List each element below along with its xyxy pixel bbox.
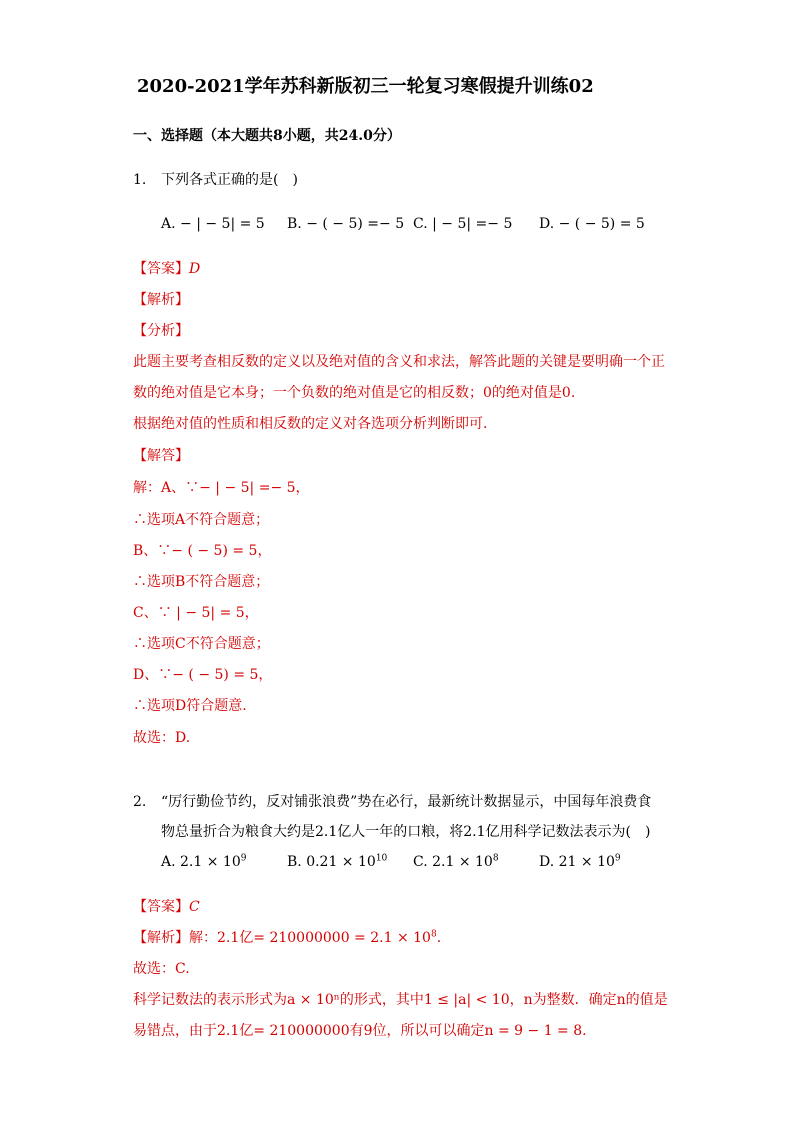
q1-fenxi-label: 【分析】 <box>133 323 189 339</box>
q1-number: 1. <box>133 172 147 188</box>
q2-choose: 故选：C. <box>133 961 190 977</box>
q2-answer <box>133 898 200 916</box>
q2-option-a-base: A. 2.1 × 10 <box>161 854 241 870</box>
q1-solution-line: ∴选项A不符合题意； <box>133 512 270 528</box>
q2-option-b-base: B. 0.21 × 10 <box>287 854 376 870</box>
q1-answer-value: D <box>189 261 201 277</box>
q2-answer-label: 【答案】 <box>133 899 189 915</box>
q2-explain-line: 科学记数法的表示形式为a × 10ⁿ的形式，其中1 ≤ |a| < 10，n为整数．确定n的值是 <box>133 992 668 1008</box>
q1-solution-line: 故选：D. <box>133 730 191 746</box>
q1-stem: 下列各式正确的是( ) <box>161 172 298 188</box>
q2-option-b-exp: 10 <box>375 853 388 864</box>
q1-jieda-label: 【解答】 <box>133 448 189 464</box>
q2-option-a <box>161 853 246 871</box>
q2-option-b <box>287 853 387 871</box>
q2-stem-line: 物总量折合为粮食大约是2.1亿人一年的口粮，将2.1亿用科学记数法表示为( ) <box>161 824 651 840</box>
q2-option-c <box>413 853 499 871</box>
q1-analysis-line: 数的绝对值是它本身；一个负数的绝对值是它的相反数；0的绝对值是0. <box>133 385 576 401</box>
q1-solution-line: C、∵ | − 5| = 5， <box>133 605 259 621</box>
q1-solution-line: B、∵− ( − 5) = 5， <box>133 543 272 559</box>
q1-jiexi-label: 【解析】 <box>133 292 189 308</box>
q2-option-c-base: C. 2.1 × 10 <box>413 854 493 870</box>
q2-jiexi-end: . <box>436 930 442 946</box>
q1-solution-line: 解：A、∵− | − 5| =− 5， <box>133 480 310 496</box>
q1-answer <box>133 260 200 278</box>
section-heading: 一、选择题（本大题共8小题，共24.0分） <box>133 128 401 144</box>
q1-answer-label: 【答案】 <box>133 261 189 277</box>
q1-solution-line: ∴选项C不符合题意； <box>133 636 270 652</box>
q2-option-d-exp: 9 <box>614 853 621 864</box>
q2-jiexi-label: 【解析】 <box>133 930 189 946</box>
q1-option-c: C. | − 5| =− 5 <box>413 216 513 232</box>
q2-jiexi-exp: 8 <box>430 929 437 940</box>
q1-solution-line: ∴选项B不符合题意； <box>133 574 270 590</box>
q1-option-a: A. − | − 5| = 5 <box>161 216 265 232</box>
q1-solution-line: ∴选项D符合题意. <box>133 698 247 714</box>
q2-stem-line: “厉行勤俭节约，反对铺张浪费”势在必行，最新统计数据显示，中国每年浪费食 <box>161 794 652 810</box>
q2-option-a-exp: 9 <box>240 853 247 864</box>
q2-jiexi-text: 解：2.1亿= 210000000 = 2.1 × 10 <box>189 930 431 946</box>
q2-jiexi <box>133 929 441 947</box>
q1-analysis-line: 根据绝对值的性质和相反数的定义对各选项分析判断即可. <box>133 416 488 432</box>
q2-option-c-exp: 8 <box>492 853 499 864</box>
q1-option-d: D. − ( − 5) = 5 <box>539 216 645 232</box>
q2-number: 2. <box>133 794 147 810</box>
q1-solution-line: D、∵− ( − 5) = 5， <box>133 667 273 683</box>
q1-analysis-line: 此题主要考查相反数的定义以及绝对值的含义和求法，解答此题的关键是要明确一个正 <box>133 354 665 370</box>
q2-answer-value: C <box>189 899 200 915</box>
q2-option-d-base: D. 21 × 10 <box>539 854 615 870</box>
q1-option-b: B. − ( − 5) =− 5 <box>287 216 405 232</box>
q2-option-d <box>539 853 621 871</box>
document-title: 2020-2021学年苏科新版初三一轮复习寒假提升训练02 <box>137 76 594 97</box>
q2-explain-line: 易错点，由于2.1亿= 210000000有9位，所以可以确定n = 9 − 1 = 8. <box>133 1023 587 1039</box>
